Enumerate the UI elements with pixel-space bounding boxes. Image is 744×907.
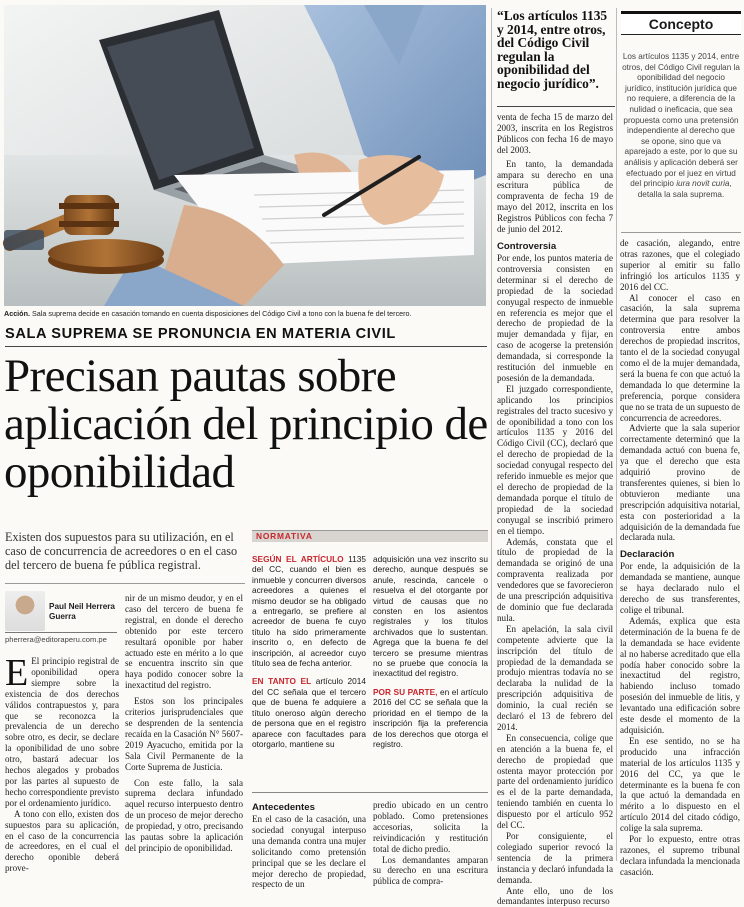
col4-paragraph-1: predio ubicado en un centro poblado. Como pretensiones accesorias, solicita la reivindicación y restitución total de dicho predio. (373, 800, 488, 854)
pull-quote: “Los artículos 1135 y 2014, entre otros, del Código Civil regulan la oponibilidad del negocio jurídico”. (497, 8, 608, 91)
author-photo (5, 591, 45, 631)
body-col-5 (497, 112, 613, 907)
antecedentes-col (252, 800, 366, 890)
normativa-col-1 (252, 554, 366, 790)
declaracion-p3: En ese sentido, no se ha producido una infracción material de los artículos 1135 y 2016 del CC, ya que le determinante es la buena fe con la que actuó la demandada en mérito a lo dispuesto en el artículo 2014 del citado código, colige la sala suprema. (620, 735, 740, 834)
normativa-b4: en el artículo 2016 del CC se señala que la prioridad en el tiempo de la inscripción fija la preferencia de los derechos que otorga el registro. (373, 686, 488, 749)
kicker: SALA SUPREMA SE PRONUNCIA EN MATERIA CIVIL (5, 326, 396, 342)
col2-paragraph-1: nir de un mismo deudor, y en el caso del tercero de buena fe registral, en donde el derecho obtenido por este tercero resultará oponible por haber actuado este en mérito a lo que se encuentra inscrito sin que haya podido conocer sobre la inexactitud del registro. (125, 593, 243, 691)
caption-lead: Acción. (4, 309, 30, 318)
kicker-rule (5, 346, 487, 347)
normativa-b3: adquisición una vez inscrito su derecho, aunque después se anule, rescinda, cancele o resuelva el del otorgante por virtud de causas que no consten en los asientos registrales y los títulos archivados que lo sustentan. Agrega que la buena fe del tercero se presume mientras no se pruebe que conocía la inexactitud del registro. (373, 554, 488, 679)
deck: Existen dos supuestos para su utilización, en el caso de concurrencia de acreedores o en el caso del tercero de buena fe pública registral. (5, 530, 238, 573)
concepto-italic: iura novit curia (676, 179, 730, 189)
deck-rule (5, 583, 245, 584)
col1b-paragraph: A tono con ello, existen dos supuestos para su aplicación, en el caso de la concurrencia de acreedores, en el cual el derecho oponible deberá prove- (5, 808, 119, 874)
col6-paragraph-1: de casación, alegando, entre otras razones, que el colegiado superior al emitir su fallo infringió los artículos 1135 y 2016 del CC. (620, 238, 740, 292)
article-photo (4, 5, 486, 306)
body-col-1 (5, 652, 119, 874)
concepto-text (622, 52, 740, 200)
col4-paragraph-2: Los demandantes amparan su derecho en una escritura pública de compra- (373, 854, 488, 887)
col6-paragraph-3: Advierte que la sala superior correctamente determinó que la demandada actuó con buena fe, ya que el derecho que esta adquirió provino de transferentes quienes, si bien lo obtuvieron mediante una prescripción adquisitiva notarial, esta con posterioridad a la adquisición de la demandada fue declarada nula. (620, 423, 740, 543)
concepto-title: Concepto (621, 11, 741, 35)
author-box (5, 591, 117, 635)
concepto-bottom-rule (621, 232, 741, 233)
col5-paragraph-1: venta de fecha 15 de marzo del 2003, inscrita en los Registros Públicos con fecha 16 de mayo del 2003. (497, 112, 613, 155)
declaracion-p1: Por ende, la adquisición de la demandada se mantiene, aunque se haya declarado nulo el derecho de sus transferentes, colige el tribunal. (620, 561, 740, 615)
col1-paragraph: El principio registral de oponibilidad opera siempre sobre la existencia de dos derechos válidos contrapuestos y, para que se reconozca la prevalencia de un derecho sobre otro, es decir, se declare la oponibilidad de uno sobre otro, bastará adecuar los hechos alegados y probados por las partes al supuesto de hecho correspondiente previsto por el ordenamiento jurídico. (5, 656, 119, 808)
body-col-6 (620, 238, 740, 877)
controversia-p4: En apelación, la sala civil competente advierte que la inscripción del título de propiedad de la demandada se produjo mientras todavía no se declaraba la nulidad de la prescripción adquisitiva de dominio, la cual recién se declaró el 13 de febrero del 2014. (497, 623, 613, 732)
body-col-2 (125, 593, 243, 861)
column-divider (491, 8, 492, 861)
col6-paragraph-2: Al conocer el caso en casación, la sala suprema determina que para resolver la controversia entre ambos derechos de propiedad inscritos, tanto el de la sociedad conyugal como el de la mujer demandada, será la buena fe con que actuó la demandada lo que determine la preferencia, porque considera que no se trata de un supuesto de concurrencia de acreedores. (620, 292, 740, 423)
controversia-p3: Además, constata que el título de propiedad de la demandada se originó de una compraventa realizada por vendedores que se favorecieron de una prescripción adquisitiva de dominio que fue declarada nula. (497, 536, 613, 623)
col2-paragraph-2: Estos son los principales criterios jurisprudenciales que se desprenden de la sentencia recaída en la Casación N° 5607-2019 Ayacucho, emitida por la Sala Civil Permanente de la Corte Suprema de Justicia. (125, 696, 243, 772)
antecedentes-text: En el caso de la casación, una sociedad conyugal interpuso una demanda contra una mujer solicitando como pretensión principal que se les declare el mejor derecho de propiedad, respecto de un (252, 814, 366, 890)
concepto-body: Los artículos 1135 y 2014, entre otros, del Código Civil regulan la oponibilidad del negocio jurídico, institución jurídica que no requiere, a diferencia de la nulidad o ineficacia, que sea propuesta como una pretensión independiente al derecho que se opone, sino que va aparejado a este, por lo que su análisis y aplicación deberá ser efectuado por el juez en virtud del principio (622, 52, 740, 189)
controversia-p1: Por ende, los puntos materia de controversia consisten en determinar si el derecho de propiedad de la sociedad conyugal respecto de inmueble en referencia es mejor que el derecho de propiedad de la mujer demandada y fijar, en caso de acogerse la pretensión demandada, si corresponde la restitución del inmueble en posesión de la demandada. (497, 252, 613, 383)
quote-rule (497, 106, 615, 107)
column-divider (616, 8, 617, 861)
normativa-b1: 1135 del CC, cuando el bien es inmueble y concurren diversos acreedores a quienes el mismo deudor se ha obligado a entregarlo, se prefiere al acreedor de buena fe cuyo título ha sido primeramente inscrito o, en defecto de inscripción, al acreedor cuyo título sea de fecha anterior. (252, 554, 366, 669)
declaracion-title: Declaración (620, 549, 675, 561)
controversia-p2: El juzgado correspondiente, aplicando los principios registrales del tracto sucesivo y de oponibilidad a tono con los artículos 1135 y 2016 del Código Civil (CC), declaró que el derecho de propiedad de la sociedad conyugal respecto del referido inmueble es mejor que el derecho de propiedad de la demandada porque el título de propiedad de la sociedad conyugal se inscribió primero en el tiempo. (497, 383, 613, 536)
body-col-4 (373, 800, 488, 887)
laptop-gavel-illustration (4, 5, 486, 306)
normativa-col-2 (373, 554, 488, 790)
col5-paragraph-2: En tanto, la demandada ampara su derecho en una escritura pública de compraventa de fecha 19 de mayo del 2012, inscrita en los Registros Públicos con fecha 7 de junio del 2012. (497, 158, 613, 235)
author-name: Paul Neil Herrera Guerra (49, 602, 115, 621)
dropcap: E (5, 652, 29, 694)
author-email: pherrera@editoraperu.com.pe (5, 632, 117, 644)
controversia-title: Controversia (497, 240, 557, 252)
normativa-b1-lead: SEGÚN EL ARTÍCULO (252, 554, 344, 564)
col2-paragraph-3: Con este fallo, la sala suprema declara infundado aquel recurso interpuesto dentro de un proceso de mejor derecho de propiedad, y otro, precisando las pautas sobre la aplicación del principio de oponibilidad. (125, 777, 243, 853)
headline: Precisan pautas sobre aplicación del principio de oponibilidad (4, 350, 488, 498)
normativa-b4-lead: POR SU PARTE, (373, 686, 438, 697)
controversia-p5: En consecuencia, colige que en atención a la buena fe, el derecho de propiedad que ostenta mayor protección por parte del ordenamiento jurídico es el de la parte demandada, teniendo también en cuenta lo dispuesto por el artículo 952 del CC. (497, 732, 613, 831)
controversia-p6: Por consiguiente, el colegiado superior revocó la sentencia de la primera instancia y declaró infundada la demanda. (497, 831, 613, 885)
concepto-end: , detalla la sala suprema. (637, 179, 732, 199)
caption-text: Sala suprema decide en casación tomando en cuenta disposiciones del Código Civil a tono con la buena fe del tercero. (29, 309, 412, 318)
antecedentes-title: Antecedentes (252, 802, 315, 813)
normativa-label: NORMATIVA (256, 531, 313, 541)
controversia-p7: Ante ello, uno de los demandantes interpuso recurso (497, 885, 613, 907)
photo-caption (4, 309, 488, 318)
declaracion-p4: Por lo expuesto, entre otras razones, el supremo tribunal declara infundada la mencionada casación. (620, 834, 740, 877)
normativa-bottom-rule (252, 792, 488, 793)
normativa-b2: artículo 2014 del CC señala que el tercero que de buena fe adquiere a título oneroso algún derecho de persona que en el registro aparece con facultades para otorgarlo, mantiene su (252, 676, 367, 749)
declaracion-p2: Además, explica que esta determinación de la buena fe de la demandada se hace evidente al no haberse acreditado que ella podía haber conocido sobre la inexactitud del registro, habiendo incluso tomado posesión del inmueble de litis, y levantado una edificación sobre este desde el momento de la adquisición. (620, 615, 740, 735)
normativa-b2-lead: EN TANTO EL (252, 676, 312, 687)
